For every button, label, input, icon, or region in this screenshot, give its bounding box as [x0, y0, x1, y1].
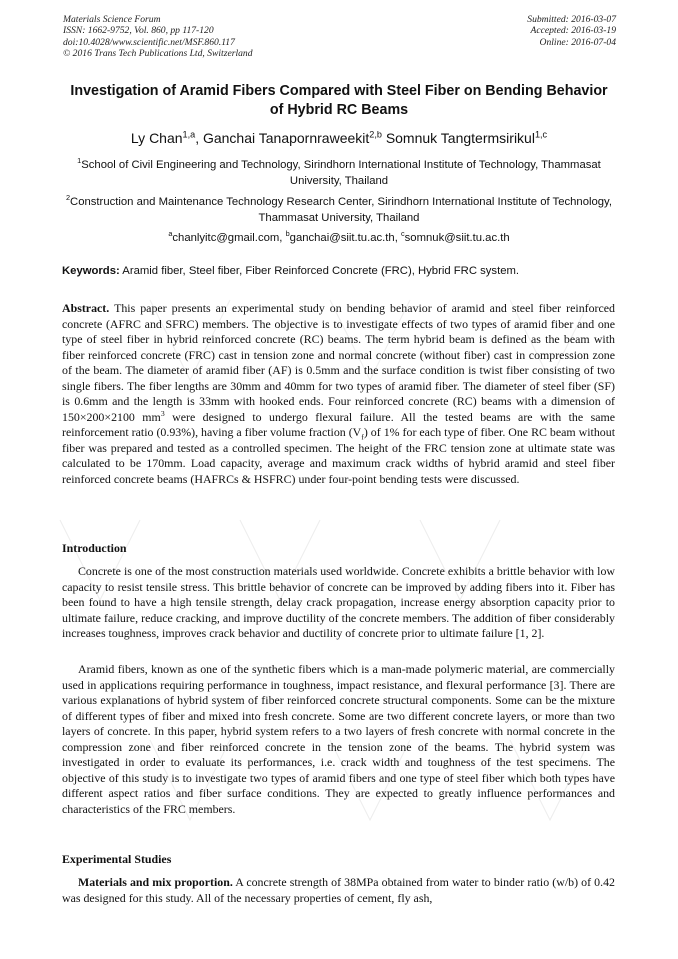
section-heading-introduction: Introduction — [62, 541, 127, 555]
paper-title: Investigation of Aramid Fibers Compared with Steel Fiber on Bending Behavior of Hybrid RC Beams — [70, 83, 608, 118]
affiliation-text: Construction and Maintenance Technology Research Center, Sirindhorn International Institute of Technology, Thammasat University, Thailand — [70, 196, 613, 224]
email-superscript: c — [400, 229, 405, 239]
author-name: Ly Chan — [130, 130, 183, 146]
section-heading-experimental: Experimental Studies — [62, 852, 172, 866]
affiliation-superscript: 2 — [65, 193, 71, 203]
journal-copyright: © 2016 Trans Tech Publications Ltd, Switzerland — [63, 48, 253, 60]
keywords-text: Aramid fiber, Steel fiber, Fiber Reinforced Concrete (FRC), Hybrid FRC system. — [122, 265, 520, 277]
journal-name: Materials Science Forum — [63, 14, 161, 25]
abstract-text: ) of 1% for each type of fiber. One RC beam without fiber was prepared and tested as a controlled specimen. The height of the FRC tension zone at ultimate state was calculated to be 170mm. Load capacity, average and maximum crack widths of hybrid aramid and steel fiber reinforced concrete beams (HAFRCs & HSFRC) under four-point bending tests were discussed. — [62, 425, 616, 486]
journal-issn: ISSN: 1662-9752, Vol. 860, pp 117-120 — [63, 25, 214, 37]
author-emails — [62, 230, 616, 246]
abstract-subscript: f — [361, 432, 364, 442]
author-superscript: 1,a — [182, 129, 196, 140]
keywords — [62, 264, 616, 279]
journal-info — [63, 14, 253, 60]
email-superscript: a — [168, 229, 173, 239]
email-link[interactable]: chanlyitc@gmail.com, — [172, 232, 283, 244]
introduction-paragraph-2: Aramid fibers, known as one of the synthetic fibers which is a man-made polymeric material, are commercially used in applications requiring performance in toughness, impact resistance, and flexural performance [3]. There are various explanations of hybrid system of fiber reinforced concrete structural components. Some can be the mixture of different types of fiber and mixed into fresh concrete. Some are two different concrete layers, or more than two layers of concrete. In this paper, hybrid system refers to a two layers of fresh concrete with normal concrete in the compression zone and fiber reinforced concrete in the tension zone of the beams. The hybrid system was investigated in order to evaluate its performances, i.e. crack width and toughness of the test specimens. The objective of this study is to investigate two types of aramid fibers and one type of steel fiber which both types have different aspect ratios and fiber surface conditions. They are expected to greatly influence performances and characteristics of the FRC members. — [62, 662, 615, 816]
email-superscript: b — [285, 229, 290, 239]
abstract-label: Abstract. — [62, 301, 110, 315]
author-superscript: 2,b — [369, 129, 382, 140]
run-in-heading: Materials and mix proportion. — [78, 875, 233, 889]
abstract — [62, 301, 615, 487]
introduction-paragraph-1: Concrete is one of the most construction materials used worldwide. Concrete exhibits a brittle behavior with low capacity to resist tensile stress. This brittle behavior of concrete can be improved by adding fibers into it. Fiber has been found to have a high tensile strength, delay crack propagation, increase energy absorption capacity prior to ultimate failure, reduce cracking, and improve ductility of the concrete members. The addition of fiber considerably increases toughness, improves crack behavior and ductility of concrete prior to ultimate failure [1, 2]. — [62, 564, 615, 640]
online-date: Online: 2016-07-04 — [539, 36, 616, 48]
abstract-text: This paper presents an experimental study on bending behavior of aramid and steel fiber reinforced concrete (AFRC and SFRC) members. The objective is to investigate effects of two types of aramid fiber and one type of steel fiber in hybrid reinforced concrete (RC) beams. The term hybrid beam is defined as the beam with fiber reinforced concrete (FRC) cast in tension zone and normal concrete (without fiber) cast in compression zone of the beam. The diameter of aramid fiber (AF) is 0.5mm and the surface condition is twist fiber consisting of two single fibers. The fiber lengths are 30mm and 40mm for two types of aramid fiber. The diameter of steel fiber (SF) is 0.6mm and the length is 33mm with hooked ends. Four reinforced concrete (RC) beams with a dimension of 150×200×2100 mm — [62, 301, 616, 424]
affiliation-1 — [62, 157, 616, 189]
affiliation-2 — [62, 194, 616, 226]
email-link[interactable]: somnuk@siit.tu.ac.th — [404, 232, 510, 244]
submitted-date: Submitted: 2016-03-07 — [527, 14, 616, 25]
abstract-superscript: 3 — [160, 408, 165, 418]
keywords-label: Keywords: — [62, 265, 120, 277]
email-link[interactable]: ganchai@siit.tu.ac.th, — [289, 232, 398, 244]
author-superscript: 1,c — [534, 129, 548, 140]
journal-doi: doi:10.4028/www.scientific.net/MSF.860.117 — [63, 36, 235, 48]
publication-dates — [527, 14, 616, 48]
accepted-date: Accepted: 2016-03-19 — [530, 25, 616, 37]
author-name: Ganchai Tanapornraweekit — [202, 130, 370, 146]
experimental-paragraph-1 — [62, 875, 615, 906]
author-list: Ly Chan$^{1,a}$, Ganchai Tanapornraweekit$^{2,b}$ Somnuk Tangtermsirikul$^{1,c}$ — [130, 129, 548, 146]
abstract-text: were designed to undergo flexural failure. All the tested beams are with the same reinforcement ratio (0.93%), having a fiber volume fraction (V — [62, 409, 615, 439]
affiliation-superscript: 1 — [77, 156, 82, 166]
author-name: Somnuk Tangtermsirikul — [385, 130, 535, 146]
paragraph-text: A concrete strength of 38MPa obtained from water to binder ratio (w/b) of 0.42 was designed for this study. All of the necessary properties of cement, fly ash, — [62, 875, 615, 905]
affiliation-text: School of Civil Engineering and Technology, Sirindhorn International Institute of Technology, Thammasat University, Thailand — [81, 159, 601, 187]
